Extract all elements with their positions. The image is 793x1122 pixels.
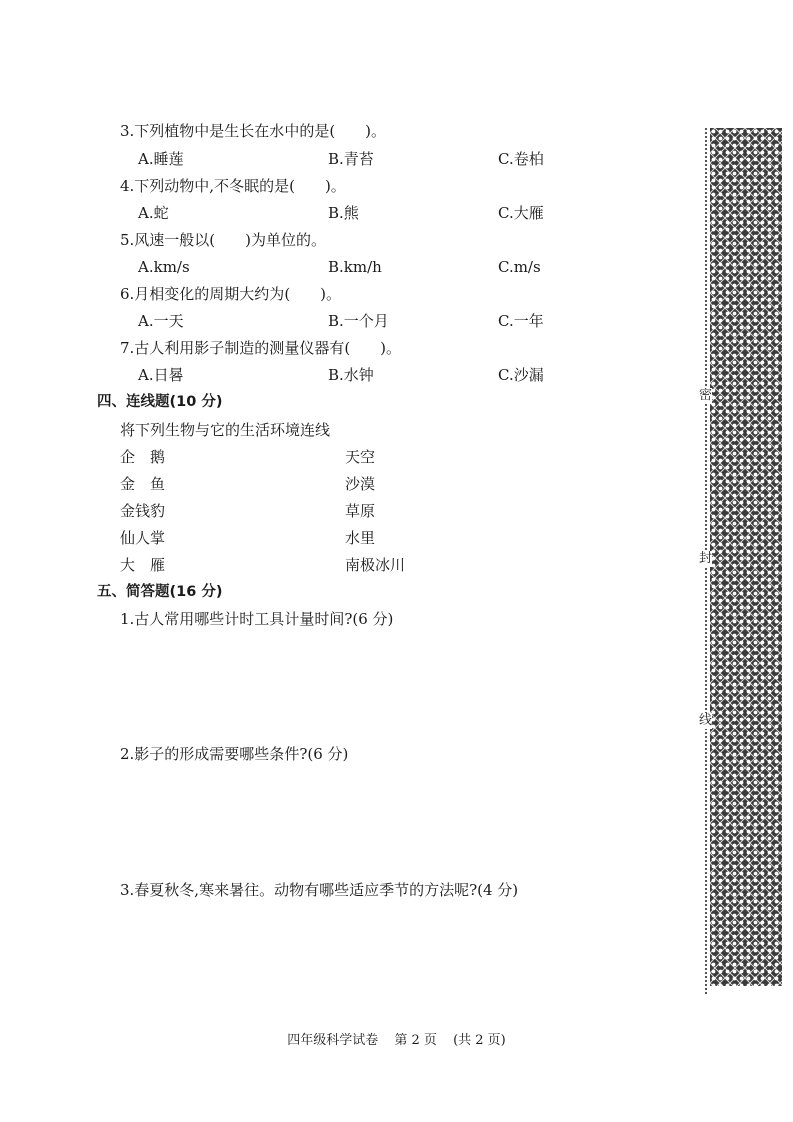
seal-label-xian: 线	[699, 713, 713, 728]
organism-item[interactable]: 大 雁	[120, 556, 166, 574]
option-b: B.熊	[328, 204, 359, 222]
option-b: B.km/h	[328, 258, 382, 276]
question-stem: 5.风速一般以( )为单位的。	[120, 231, 327, 249]
question-stem: 3.下列植物中是生长在水中的是( )。	[120, 122, 387, 140]
option-b: B.水钟	[328, 366, 374, 384]
option-c: C.一年	[498, 312, 544, 330]
habitat-item[interactable]: 沙漠	[345, 475, 376, 493]
option-c: C.大雁	[498, 204, 544, 222]
organism-item[interactable]: 仙人掌	[120, 529, 166, 547]
footer-page-number: 第 2 页	[394, 1033, 437, 1048]
seal-label-feng: 封	[699, 551, 713, 566]
answer-area-3[interactable]	[120, 903, 680, 1003]
option-a: A.蛇	[138, 204, 169, 222]
answer-area-1[interactable]	[120, 632, 680, 740]
habitat-item[interactable]: 水里	[345, 529, 376, 547]
page-footer	[0, 1032, 793, 1050]
short-answer-question-2: 2.影子的形成需要哪些条件?(6 分)	[120, 745, 349, 763]
option-a: A.km/s	[138, 258, 190, 276]
footer-total-pages: (共 2 页)	[453, 1033, 506, 1048]
option-b: B.一个月	[328, 312, 389, 330]
option-b: B.青苔	[328, 150, 374, 168]
short-answer-question-1: 1.古人常用哪些计时工具计量时间?(6 分)	[120, 610, 394, 628]
organism-item[interactable]: 金 鱼	[120, 475, 166, 493]
binding-pattern-strip	[710, 128, 782, 986]
matching-instruction: 将下列生物与它的生活环境连线	[120, 421, 331, 439]
option-a: A.一天	[138, 312, 184, 330]
short-answer-question-3: 3.春夏秋冬,寒来暑往。动物有哪些适应季节的方法呢?(4 分)	[120, 881, 519, 899]
organism-item[interactable]: 金钱豹	[120, 502, 166, 520]
section-5-title: 五、简答题(16 分)	[97, 584, 223, 600]
option-c: C.m/s	[498, 258, 541, 276]
question-stem: 4.下列动物中,不冬眠的是( )。	[120, 177, 346, 195]
option-a: A.睡莲	[138, 150, 184, 168]
section-4-title: 四、连线题(10 分)	[97, 394, 223, 410]
option-c: C.沙漏	[498, 366, 544, 384]
habitat-item[interactable]: 草原	[345, 502, 376, 520]
habitat-item[interactable]: 南极冰川	[345, 556, 406, 574]
option-a: A.日晷	[138, 366, 184, 384]
option-c: C.卷柏	[498, 150, 544, 168]
footer-subject: 四年级科学试卷	[287, 1033, 379, 1048]
question-stem: 7.古人利用影子制造的测量仪器有( )。	[120, 339, 402, 357]
question-stem: 6.月相变化的周期大约为( )。	[120, 285, 342, 303]
answer-area-2[interactable]	[120, 767, 680, 875]
organism-item[interactable]: 企 鹅	[120, 448, 166, 466]
habitat-item[interactable]: 天空	[345, 448, 376, 466]
seal-label-mi: 密	[699, 388, 713, 403]
